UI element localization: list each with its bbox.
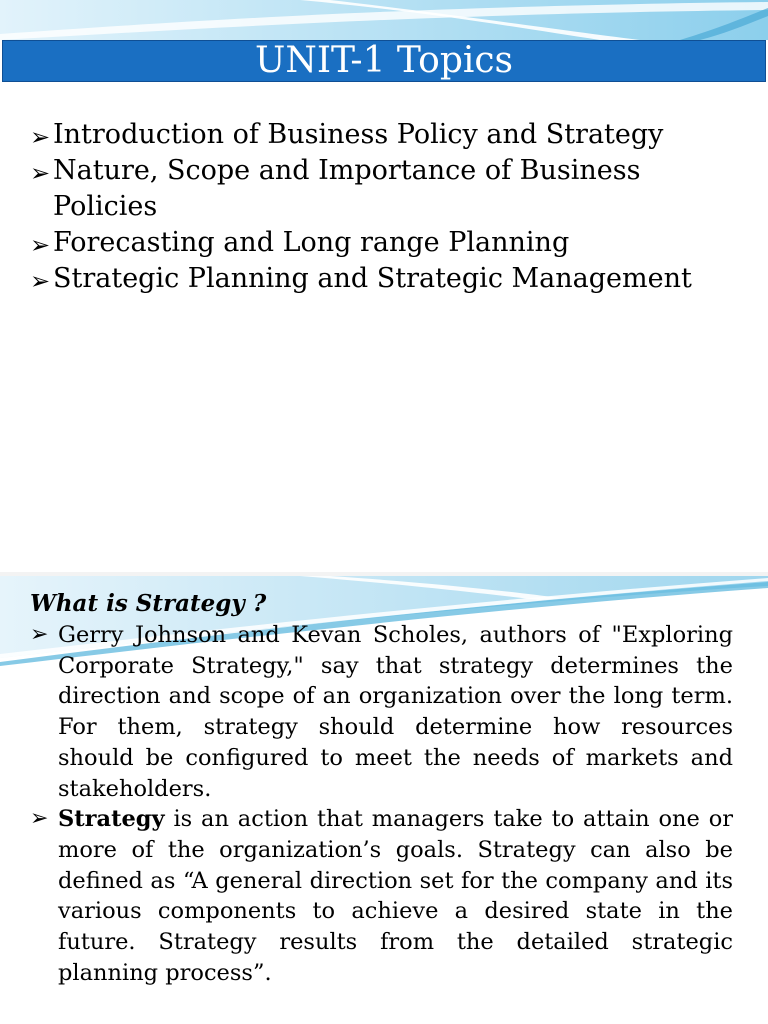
title-bar [2, 40, 766, 82]
list-item: ➢ Forecasting and Long range Planning [30, 225, 750, 261]
list-item: ➢ Gerry Johnson and Kevan Scholes, authors of "Exploring Corporate Strategy," say that strategy determines the direction and scope of an organization over the long term. For them, strategy should determine how resources should be configured to meet the needs of markets and stakeholders. [30, 622, 733, 802]
list-item: ➢ Nature, Scope and Importance of Business Policies [30, 155, 641, 222]
arrow-bullet-icon: ➢ [30, 806, 49, 832]
definition-list [30, 620, 733, 988]
arrow-bullet-icon: ➢ [30, 231, 51, 259]
strategy-term: Strategy [58, 806, 165, 833]
topics-list [30, 117, 750, 297]
list-item: ➢ Introduction of Business Policy and Strategy [30, 117, 750, 153]
list-item: ➢ Strategy is an action that managers take to attain one or more of the organization’s goals. Strategy can also be defined as “A general direction set for the company and its various components to achieve a desired state in the future. Strategy results from the detailed strategic planning process”. [30, 806, 733, 986]
slide-title: UNIT-1 Topics [254, 40, 514, 81]
slide-2 [0, 576, 768, 1024]
arrow-bullet-icon: ➢ [30, 123, 51, 151]
arrow-bullet-icon: ➢ [30, 622, 49, 647]
arrow-bullet-icon: ➢ [30, 159, 51, 187]
arrow-bullet-icon: ➢ [30, 267, 51, 295]
section-heading: What is Strategy ? [30, 590, 267, 617]
list-item: ➢ Strategic Planning and Strategic Management [30, 261, 750, 297]
